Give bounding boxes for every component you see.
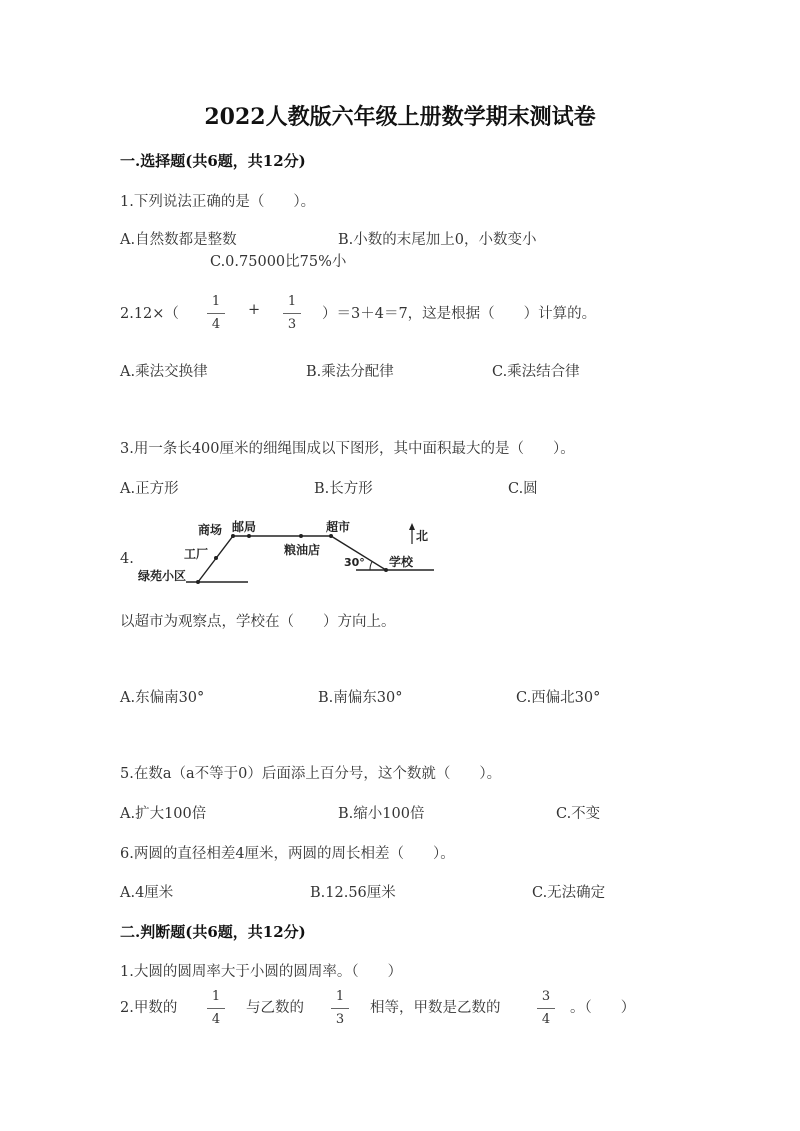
label-north: 北 bbox=[416, 529, 429, 543]
point-community bbox=[196, 580, 200, 584]
question-4-stem: 以超市为观察点，学校在（ ）方向上。 bbox=[120, 614, 396, 630]
judgement-2-part-4: 。（ ） bbox=[570, 1000, 636, 1016]
fraction-numerator: 3 bbox=[541, 989, 551, 1004]
question-5-option-b[interactable]: B.缩小100倍 bbox=[338, 806, 425, 822]
fraction-numerator: 1 bbox=[335, 989, 345, 1004]
point-supermarket bbox=[329, 534, 333, 538]
judgement-1-stem: 1.大圆的圆周率大于小圆的圆周率。（ ） bbox=[120, 964, 403, 980]
label-school: 学校 bbox=[389, 555, 414, 569]
question-1-option-b[interactable]: B.小数的末尾加上0，小数变小 bbox=[338, 232, 537, 248]
label-community: 绿苑小区 bbox=[138, 569, 187, 583]
question-6-option-c[interactable]: C.无法确定 bbox=[532, 885, 606, 901]
point-factory bbox=[214, 556, 218, 560]
point-grain bbox=[299, 534, 303, 538]
fraction-denominator: 4 bbox=[211, 317, 221, 332]
question-4-option-c[interactable]: C.西偏北30° bbox=[516, 690, 601, 706]
label-grain: 粮油店 bbox=[284, 543, 321, 557]
question-5-option-a[interactable]: A.扩大100倍 bbox=[120, 806, 207, 822]
question-3-stem: 3.用一条长400厘米的细绳围成以下图形，其中面积最大的是（ ）。 bbox=[120, 441, 575, 457]
judgement-2-fraction-3 bbox=[535, 989, 557, 1028]
question-2-fraction-2 bbox=[281, 294, 303, 333]
label-factory: 工厂 bbox=[184, 547, 209, 561]
question-2-prefix: 2.12×（ bbox=[120, 306, 179, 322]
question-3-option-c[interactable]: C.圆 bbox=[508, 481, 538, 497]
question-3-option-b[interactable]: B.长方形 bbox=[314, 481, 373, 497]
question-2-plus: + bbox=[248, 302, 261, 318]
question-4-option-b[interactable]: B.南偏东30° bbox=[318, 690, 403, 706]
question-1-option-c[interactable]: C.0.75000比75%小 bbox=[210, 254, 347, 270]
question-1-option-a[interactable]: A.自然数都是整数 bbox=[120, 232, 237, 248]
label-mall: 商场 bbox=[198, 523, 223, 537]
label-supermarket: 超市 bbox=[326, 520, 351, 534]
north-arrow-head bbox=[409, 523, 415, 530]
fraction-numerator: 1 bbox=[287, 294, 297, 309]
question-5-stem: 5.在数a（a不等于0）后面添上百分号，这个数就（ ）。 bbox=[120, 766, 502, 782]
fraction-denominator: 4 bbox=[211, 1012, 221, 1027]
section-heading-choice: 一.选择题(共6题，共12分) bbox=[120, 152, 306, 170]
route-map-figure bbox=[136, 514, 436, 590]
label-post: 邮局 bbox=[232, 520, 257, 534]
point-school bbox=[384, 568, 388, 572]
question-1-stem: 1.下列说法正确的是（ ）。 bbox=[120, 194, 316, 210]
question-3-option-a[interactable]: A.正方形 bbox=[120, 481, 179, 497]
judgement-2-fraction-1 bbox=[205, 989, 227, 1028]
judgement-2-part-3: 相等，甲数是乙数的 bbox=[370, 1000, 501, 1016]
question-4-option-a[interactable]: A.东偏南30° bbox=[120, 690, 205, 706]
fraction-numerator: 1 bbox=[211, 989, 221, 1004]
fraction-denominator: 3 bbox=[287, 317, 297, 332]
page-title: 2022人教版六年级上册数学期末测试卷 bbox=[204, 104, 596, 130]
fraction-numerator: 1 bbox=[211, 294, 221, 309]
point-post bbox=[247, 534, 251, 538]
question-2-option-a[interactable]: A.乘法交换律 bbox=[120, 364, 208, 380]
question-2-option-c[interactable]: C.乘法结合律 bbox=[492, 364, 580, 380]
question-2-option-b[interactable]: B.乘法分配律 bbox=[306, 364, 394, 380]
question-5-option-c[interactable]: C.不变 bbox=[556, 806, 601, 822]
question-2-suffix: ）＝3＋4＝7，这是根据（ ）计算的。 bbox=[322, 306, 597, 322]
judgement-2-fraction-2 bbox=[329, 989, 351, 1028]
label-angle: 30° bbox=[344, 556, 365, 569]
question-6-option-a[interactable]: A.4厘米 bbox=[120, 885, 174, 901]
question-2-fraction-1 bbox=[205, 294, 227, 333]
question-4-number: 4. bbox=[120, 551, 134, 567]
point-mall bbox=[231, 534, 235, 538]
question-6-stem: 6.两圆的直径相差4厘米，两圆的周长相差（ ）。 bbox=[120, 846, 455, 862]
judgement-2-part-1: 2.甲数的 bbox=[120, 1000, 178, 1016]
angle-arc bbox=[370, 561, 372, 570]
section-heading-judgement: 二.判断题(共6题，共12分) bbox=[120, 923, 306, 941]
fraction-denominator: 4 bbox=[541, 1012, 551, 1027]
judgement-2-part-2: 与乙数的 bbox=[246, 1000, 304, 1016]
question-6-option-b[interactable]: B.12.56厘米 bbox=[310, 885, 396, 901]
fraction-denominator: 3 bbox=[335, 1012, 345, 1027]
